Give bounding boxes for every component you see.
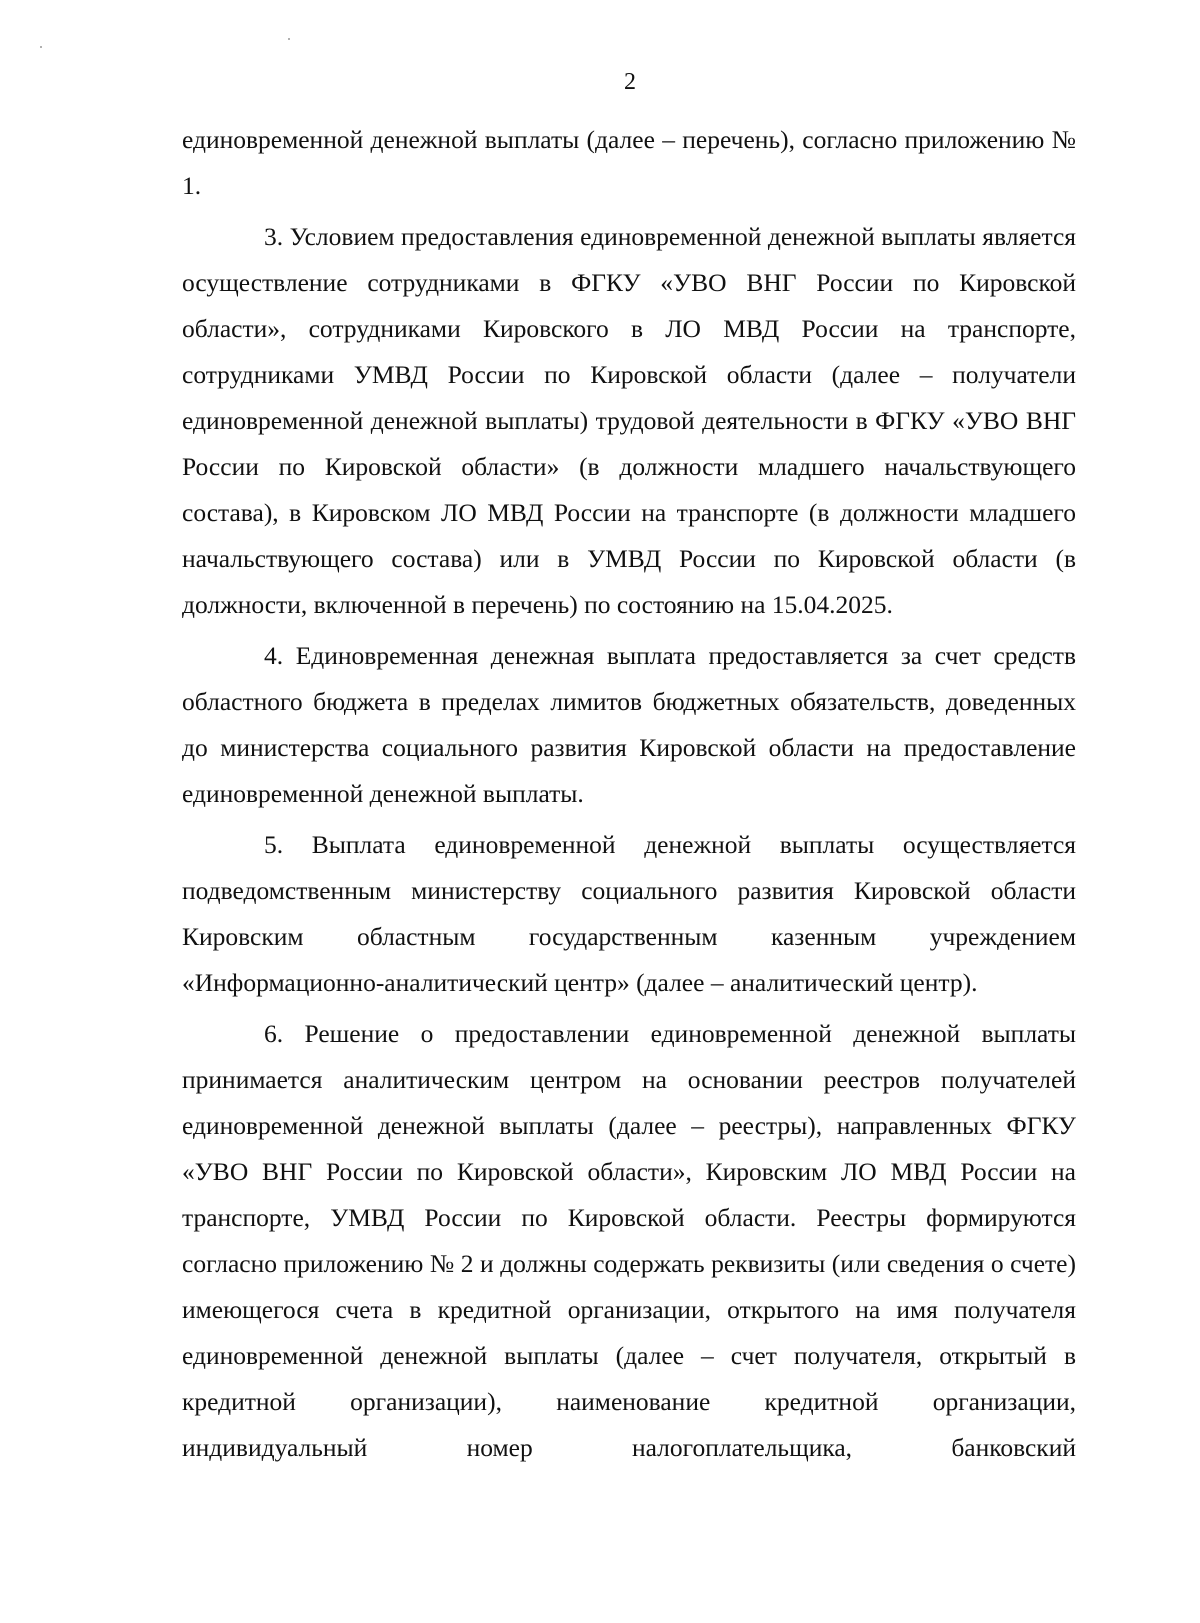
paragraph-continuation: единовременной денежной выплаты (далее – перечень), согласно приложению № 1. [182, 125, 1076, 200]
paragraph-6: 6. Решение о предоставлении единовременной денежной выплаты принимается аналитическим центром на основании реестров получателей единовременной денежной выплаты (далее – реестры), направленных ФГКУ «УВО ВНГ России по Кировской области», Кировским ЛО МВД России на транспорте, УМВД России по Кировской области. Реестры формируются согласно приложению № 2 и должны содержать реквизиты (или сведения о счете) имеющегося счета в кредитной организации, открытого на имя получателя единовременной денежной выплаты (далее – счет получателя, открытый в кредитной организации), наименование кредитной организации, индивидуальный номер налогоплательщика, банковский [182, 1019, 1076, 1462]
scan-speck [40, 46, 42, 48]
scan-speck [288, 38, 290, 40]
page-number: 2 [624, 69, 636, 95]
paragraph-5: 5. Выплата единовременной денежной выплаты осуществляется подведомственным министерству социального развития Кировской области Кировским областным государственным казенным учреждением «Информационно-аналитический центр» (далее – аналитический центр). [182, 830, 1076, 997]
document-body [182, 117, 1076, 1476]
paragraph-3: 3. Условием предоставления единовременной денежной выплаты является осуществление сотрудниками в ФГКУ «УВО ВНГ России по Кировской области», сотрудниками Кировского в ЛО МВД России на транспорте, сотрудниками УМВД России по Кировской области (далее – получатели единовременной денежной выплаты) трудовой деятельности в ФГКУ «УВО ВНГ России по Кировской области» (в должности младшего начальствующего состава), в Кировском ЛО МВД России на транспорте (в должности младшего начальствующего состава) или в УМВД России по Кировской области (в должности, включенной в перечень) по состоянию на 15.04.2025. [182, 222, 1076, 619]
paragraph-4: 4. Единовременная денежная выплата предоставляется за счет средств областного бюджета в пределах лимитов бюджетных обязательств, доведенных до министерства социального развития Кировской области на предоставление единовременной денежной выплаты. [182, 641, 1076, 808]
